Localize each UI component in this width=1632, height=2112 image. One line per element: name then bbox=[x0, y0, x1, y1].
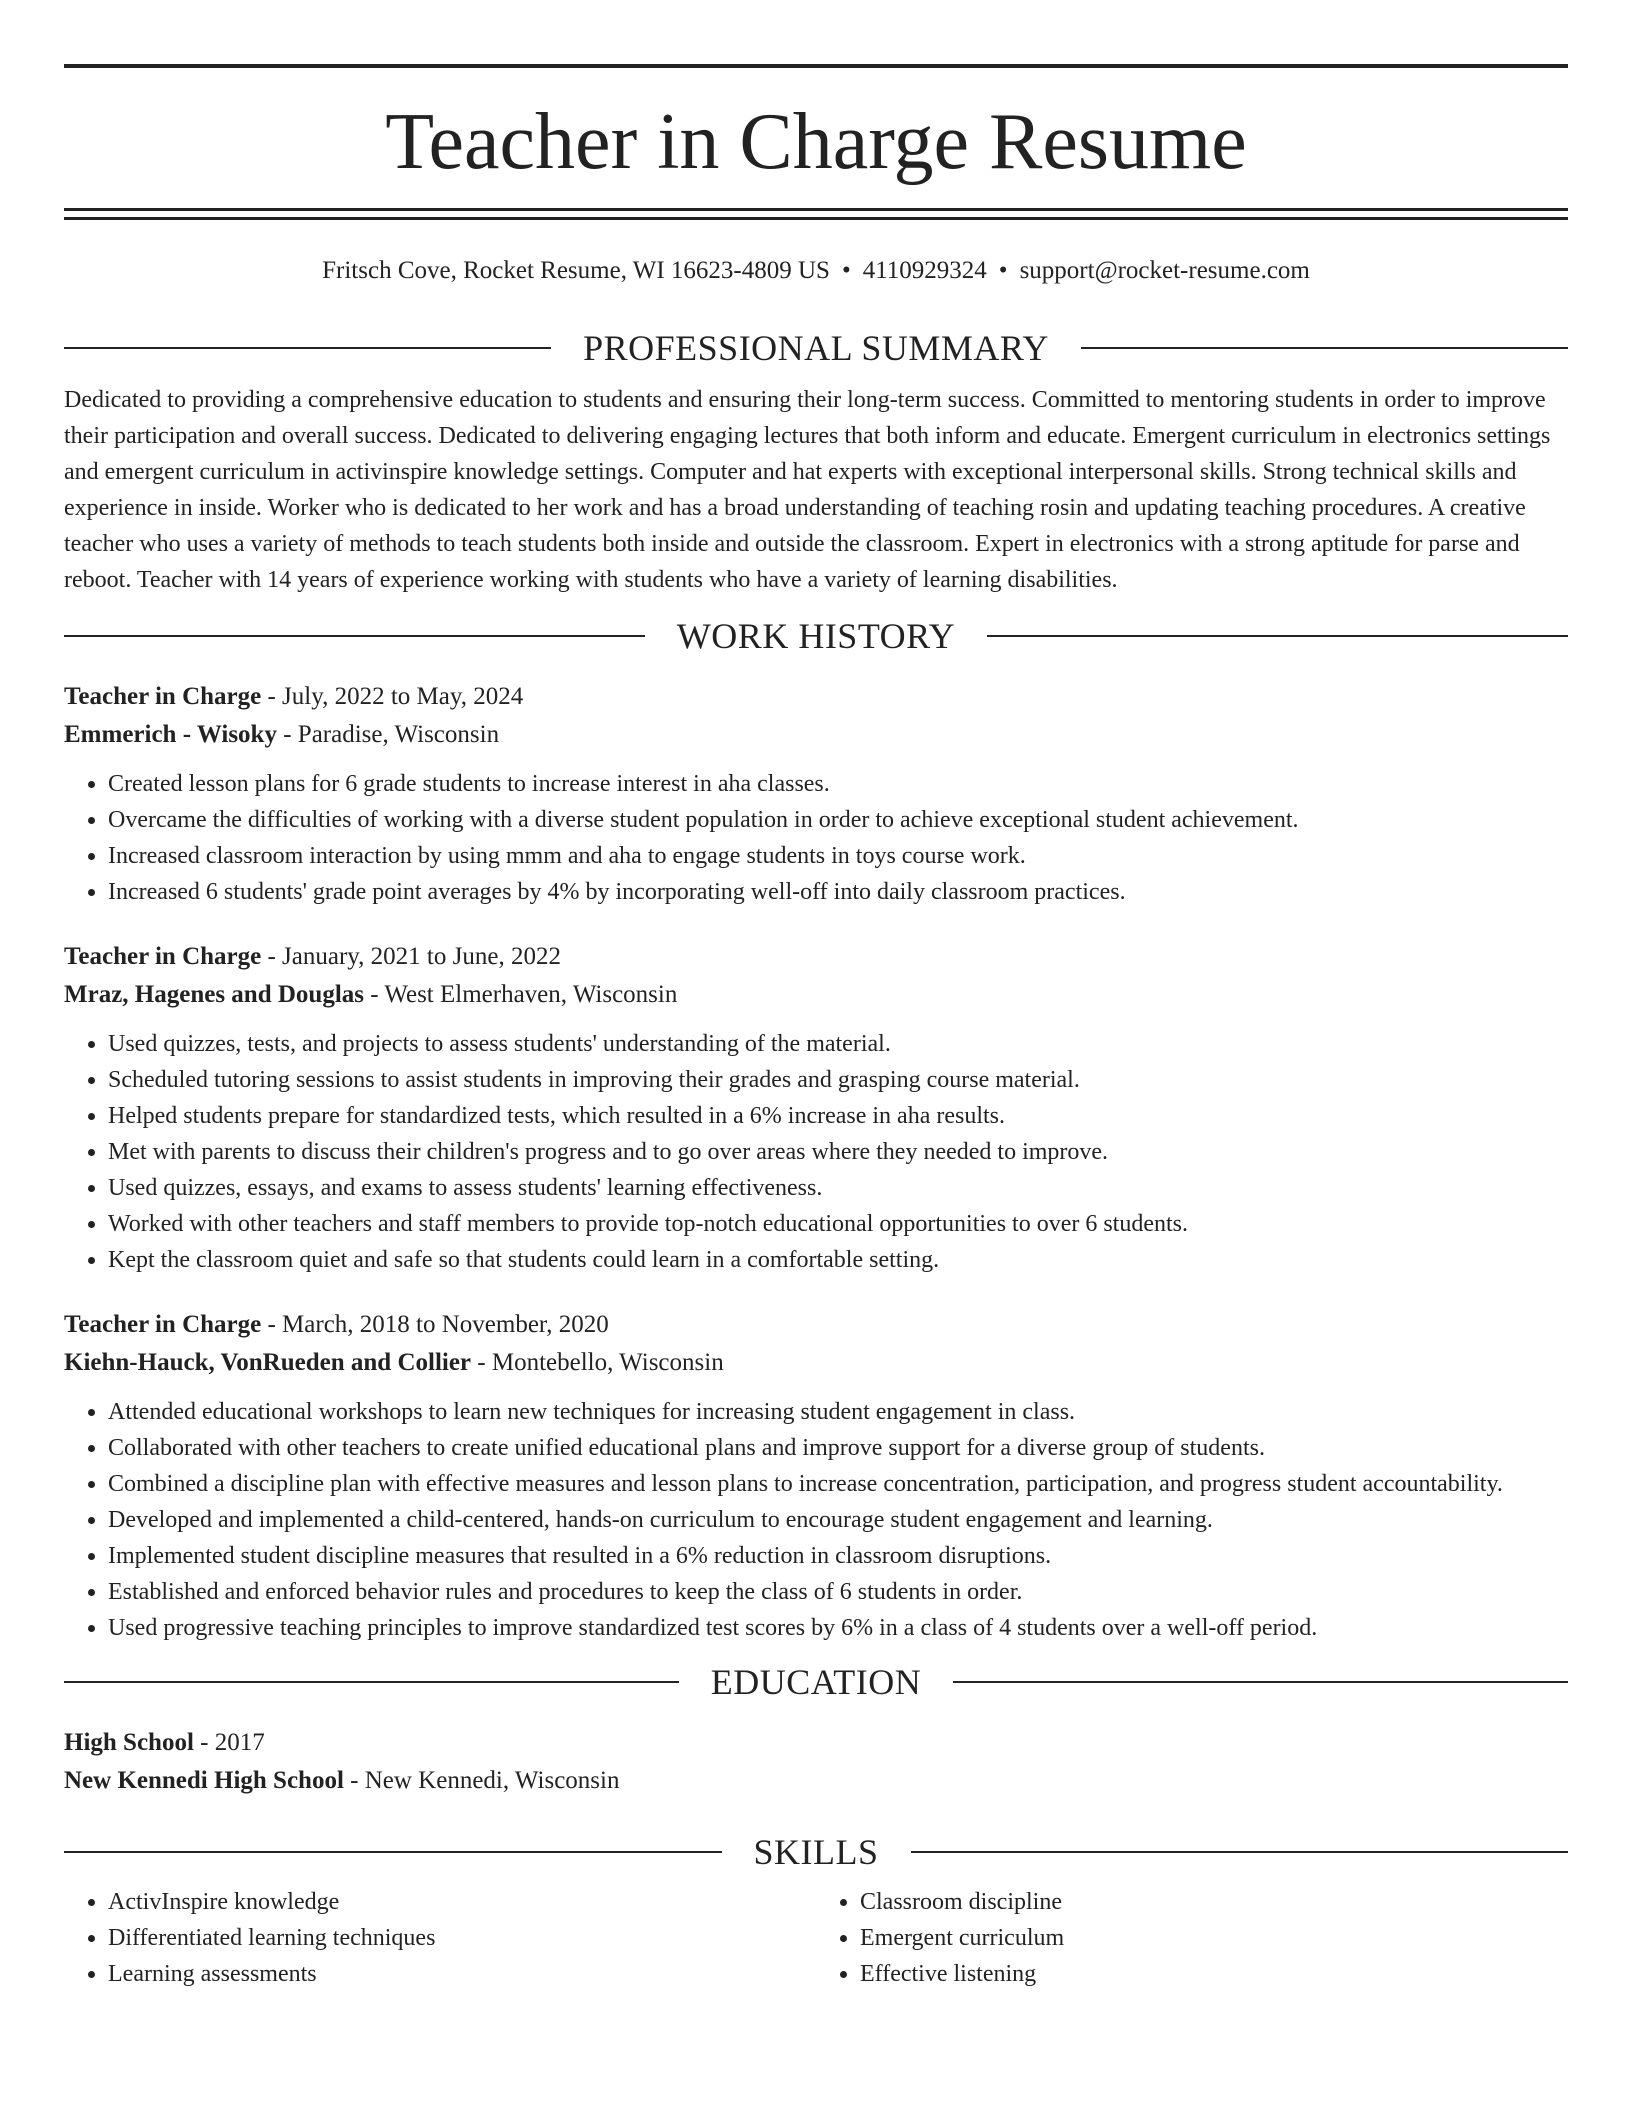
job-bullet: • Implemented student discipline measures that resulted in a 6% reduction in classroom disruptions. bbox=[108, 1538, 1568, 1574]
job-bullet: • Scheduled tutoring sessions to assist students in improving their grades and grasping course material. bbox=[108, 1062, 1568, 1098]
job-company-line bbox=[64, 1344, 1568, 1382]
skill-item: • ActivInspire knowledge bbox=[108, 1884, 816, 1920]
job-company: Kiehn-Hauck, VonRueden and Collier bbox=[64, 1349, 472, 1376]
job-bullet: • Helped students prepare for standardized tests, which resulted in a 6% increase in aha results. bbox=[108, 1098, 1568, 1134]
job-title: Teacher in Charge bbox=[64, 1311, 262, 1338]
job-location: - Montebello, Wisconsin bbox=[471, 1349, 724, 1376]
job-dates: - January, 2021 to June, 2022 bbox=[261, 943, 561, 970]
contact-phone: 4110929324 bbox=[862, 257, 987, 284]
job-company-line bbox=[64, 716, 1568, 754]
skills-list-right bbox=[816, 1884, 1568, 1992]
skills-columns bbox=[64, 1884, 1568, 1992]
job-location: - West Elmerhaven, Wisconsin bbox=[364, 981, 678, 1008]
title-double-rule bbox=[64, 208, 1568, 220]
top-rule bbox=[64, 64, 1568, 68]
section-heading-skills bbox=[64, 1830, 1568, 1874]
heading-rule bbox=[64, 347, 551, 349]
job-company: Mraz, Hagenes and Douglas bbox=[64, 981, 364, 1008]
job-bullet: • Combined a discipline plan with effective measures and lesson plans to increase concentration, participation, and progress student accountability. bbox=[108, 1466, 1568, 1502]
job-entry bbox=[64, 1306, 1568, 1646]
section-heading-summary bbox=[64, 326, 1568, 370]
education-year: - 2017 bbox=[193, 1729, 265, 1756]
education-location: - New Kennedi, Wisconsin bbox=[343, 1767, 620, 1794]
heading-rule bbox=[987, 635, 1568, 637]
skill-item: • Effective listening bbox=[860, 1956, 1568, 1992]
resume-page bbox=[64, 64, 1568, 1992]
education-school-line bbox=[64, 1762, 1568, 1800]
heading-rule bbox=[64, 1851, 722, 1853]
job-bullet: • Increased 6 students' grade point averages by 4% by incorporating well-off into daily classroom practices. bbox=[108, 874, 1568, 910]
job-bullets bbox=[64, 1026, 1568, 1278]
section-title: EDUCATION bbox=[710, 1662, 922, 1702]
job-bullets bbox=[64, 1394, 1568, 1646]
job-bullet: • Created lesson plans for 6 grade students to increase interest in aha classes. bbox=[108, 766, 1568, 802]
job-bullets bbox=[64, 766, 1568, 910]
contact-line bbox=[64, 256, 1568, 286]
education-degree: High School bbox=[64, 1729, 194, 1756]
heading-rule bbox=[911, 1851, 1569, 1853]
contact-address: Fritsch Cove, Rocket Resume, WI 16623-4809 US bbox=[322, 257, 830, 284]
section-heading-work bbox=[64, 614, 1568, 658]
job-company: Emmerich - Wisoky bbox=[64, 721, 277, 748]
section-title: PROFESSIONAL SUMMARY bbox=[583, 328, 1049, 368]
section-title: SKILLS bbox=[753, 1832, 879, 1872]
job-bullet: • Attended educational workshops to learn new techniques for increasing student engagement in class. bbox=[108, 1394, 1568, 1430]
job-bullet: • Used progressive teaching principles to improve standardized test scores by 6% in a class of 4 students over a well-off period. bbox=[108, 1610, 1568, 1646]
education-school: New Kennedi High School bbox=[64, 1767, 344, 1794]
job-entry bbox=[64, 678, 1568, 910]
heading-rule bbox=[64, 1681, 679, 1683]
job-dates: - July, 2022 to May, 2024 bbox=[261, 683, 524, 710]
job-bullet: • Increased classroom interaction by using mmm and aha to engage students in toys course work. bbox=[108, 838, 1568, 874]
skill-item: • Classroom discipline bbox=[860, 1884, 1568, 1920]
heading-rule bbox=[953, 1681, 1568, 1683]
contact-email: support@rocket-resume.com bbox=[1019, 257, 1310, 284]
job-bullet: • Developed and implemented a child-centered, hands-on curriculum to encourage student engagement and learning. bbox=[108, 1502, 1568, 1538]
skills-list-left bbox=[64, 1884, 816, 1992]
skill-item: • Emergent curriculum bbox=[860, 1920, 1568, 1956]
section-title: WORK HISTORY bbox=[676, 616, 956, 656]
job-location: - Paradise, Wisconsin bbox=[276, 721, 500, 748]
job-bullet: • Collaborated with other teachers to create unified educational plans and improve support for a diverse group of students. bbox=[108, 1430, 1568, 1466]
education-degree-line bbox=[64, 1724, 1568, 1762]
job-bullet: • Used quizzes, essays, and exams to assess students' learning effectiveness. bbox=[108, 1170, 1568, 1206]
resume-title: Teacher in Charge Resume bbox=[385, 98, 1247, 186]
summary-paragraph: Dedicated to providing a comprehensive education to students and ensuring their long-term success. Committed to mentoring students in order to improve their participation and overall success. Dedicated to delivering engaging lectures that both inform and educate. Emergent curriculum in electronics settings and emergent curriculum in activinspire knowledge settings. Computer and hat experts with exceptional interpersonal skills. Strong technical skills and experience in inside. Worker who is dedicated to her work and has a broad understanding of teaching rosin and updating teaching procedures. A creative teacher who uses a variety of methods to teach students both inside and outside the classroom. Expert in electronics with a strong aptitude for parse and reboot. Teacher with 14 years of experience working with students who have a variety of learning disabilities. bbox=[64, 387, 1551, 593]
job-entry bbox=[64, 938, 1568, 1278]
job-title: Teacher in Charge bbox=[64, 683, 262, 710]
job-title: Teacher in Charge bbox=[64, 943, 262, 970]
skill-item: • Learning assessments bbox=[108, 1956, 816, 1992]
job-bullet: • Used quizzes, tests, and projects to assess students' understanding of the material. bbox=[108, 1026, 1568, 1062]
skill-item: • Differentiated learning techniques bbox=[108, 1920, 816, 1956]
job-bullet: • Met with parents to discuss their children's progress and to go over areas where they needed to improve. bbox=[108, 1134, 1568, 1170]
education-entry bbox=[64, 1724, 1568, 1800]
job-company-line bbox=[64, 976, 1568, 1014]
heading-rule bbox=[1081, 347, 1568, 349]
job-title-line bbox=[64, 1306, 1568, 1344]
job-title-line bbox=[64, 678, 1568, 716]
job-title-line bbox=[64, 938, 1568, 976]
contact-separator: • bbox=[998, 257, 1008, 284]
job-bullet: • Established and enforced behavior rules and procedures to keep the class of 6 students in order. bbox=[108, 1574, 1568, 1610]
contact-separator: • bbox=[841, 257, 851, 284]
job-dates: - March, 2018 to November, 2020 bbox=[261, 1311, 609, 1338]
section-heading-education bbox=[64, 1660, 1568, 1704]
job-bullet: • Overcame the difficulties of working with a diverse student population in order to achieve exceptional student achievement. bbox=[108, 802, 1568, 838]
heading-rule bbox=[64, 635, 645, 637]
job-bullet: • Worked with other teachers and staff members to provide top-notch educational opportunities to over 6 students. bbox=[108, 1206, 1568, 1242]
job-bullet: • Kept the classroom quiet and safe so that students could learn in a comfortable setting. bbox=[108, 1242, 1568, 1278]
